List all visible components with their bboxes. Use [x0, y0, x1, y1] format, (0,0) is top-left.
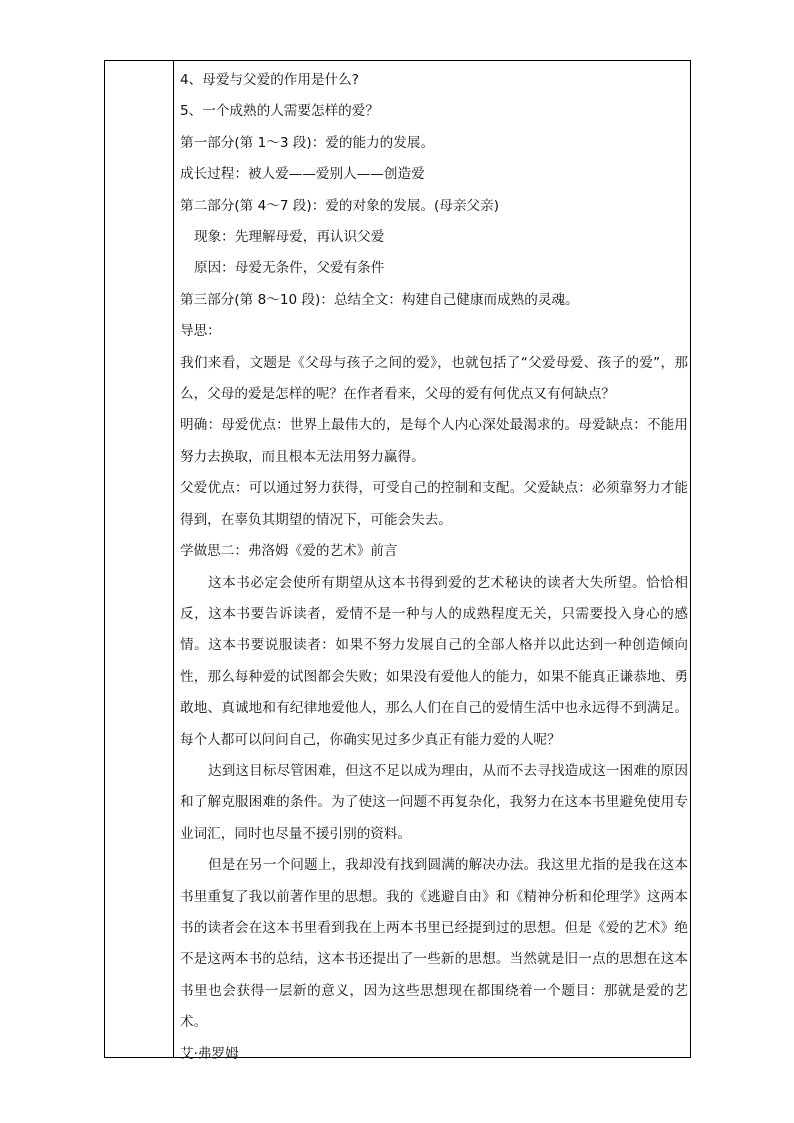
growth-process: 成长过程：被人爱——爱别人——创造爱: [180, 166, 425, 183]
part-one-heading: 第一部分(第 1～3 段)：爱的能力的发展。: [180, 134, 435, 151]
mother-love-paragraph: 明确：母爱优点：世界上最伟大的，是每个人内心深处最渴求的。母爱缺点：不能用努力去换取，而且根本无法用努力赢得。: [180, 417, 688, 465]
part-three-heading: 第三部分(第 8～10 段)：总结全文：构建自己健康而成熟的灵魂。: [180, 291, 579, 308]
column-divider: [173, 61, 174, 1057]
reason-line: 原因：母爱无条件，父爱有条件: [194, 260, 385, 277]
table-left-cell: [105, 61, 173, 1057]
guide-paragraph: 我们来看，文题是《父母与孩子之间的爱》，也就包括了“父爱母爱、孩子的爱”，那么，父母的爱是怎样的呢？在作者看来，父母的爱有何优点又有何缺点？: [180, 354, 688, 403]
preface-paragraph-2: 达到这目标尽管困难，但这不足以成为理由，从而不去寻找造成这一困难的原因和了解克服困难的条件。为了使这一问题不再复杂化，我努力在这本书里避免使用专业词汇，同时也尽量不援引别的资料。: [180, 762, 688, 842]
question-4: 4、母爱与父爱的作用是什么?: [180, 72, 359, 88]
author-signature: 艾·弗罗姆: [180, 1045, 239, 1062]
lesson-table: [104, 60, 691, 1062]
question-5: 5、一个成熟的人需要怎样的爱？: [180, 103, 379, 120]
guide-heading: 导思：: [180, 323, 221, 340]
phenomenon-line: 现象：先理解母爱，再认识父爱: [194, 229, 385, 246]
study-two-heading: 学做思二：弗洛姆《爱的艺术》前言: [180, 543, 398, 560]
part-two-heading: 第二部分(第 4～7 段)：爱的对象的发展。(母亲父亲): [180, 197, 500, 214]
table-content-cell: [180, 65, 688, 1070]
preface-paragraph-3: 但是在另一个问题上，我却没有找到圆满的解决办法。我这里尤指的是我在这本书里重复了我以前著作里的思想。我的《逃避自由》和《精神分析和伦理学》这两本书的读者会在这本书里看到我在上两本书里已经提到过的思想。但是《爱的艺术》绝不是这两本书的总结，这本书还提出了一些新的思想。当然就是旧一点的思想在这本书里也会获得一层新的意义，因为这些思想现在都围绕着一个题目：那就是爱的艺术。: [180, 857, 688, 1031]
preface-paragraph-1: 这本书必定会使所有期望从这本书得到爱的艺术秘诀的读者大失所望。恰恰相反，这本书要告诉读者，爱情不是一种与人的成熟程度无关，只需要投入身心的感情。这本书要说服读者：如果不努力发展自己的全部人格并以此达到一种创造倾向性，那么每种爱的试图都会失败；如果没有爱他人的能力，如果不能真正谦恭地、勇敢地、真诚地和有纪律地爱他人，那么人们在自己的爱情生活中也永远得不到满足。每个人都可以问问自己，你确实见过多少真正有能力爱的人呢？: [180, 574, 688, 748]
father-love-paragraph: 父爱优点：可以通过努力获得，可受自己的控制和支配。父爱缺点：必须靠努力才能得到，在辜负其期望的情况下，可能会失去。: [180, 480, 688, 528]
